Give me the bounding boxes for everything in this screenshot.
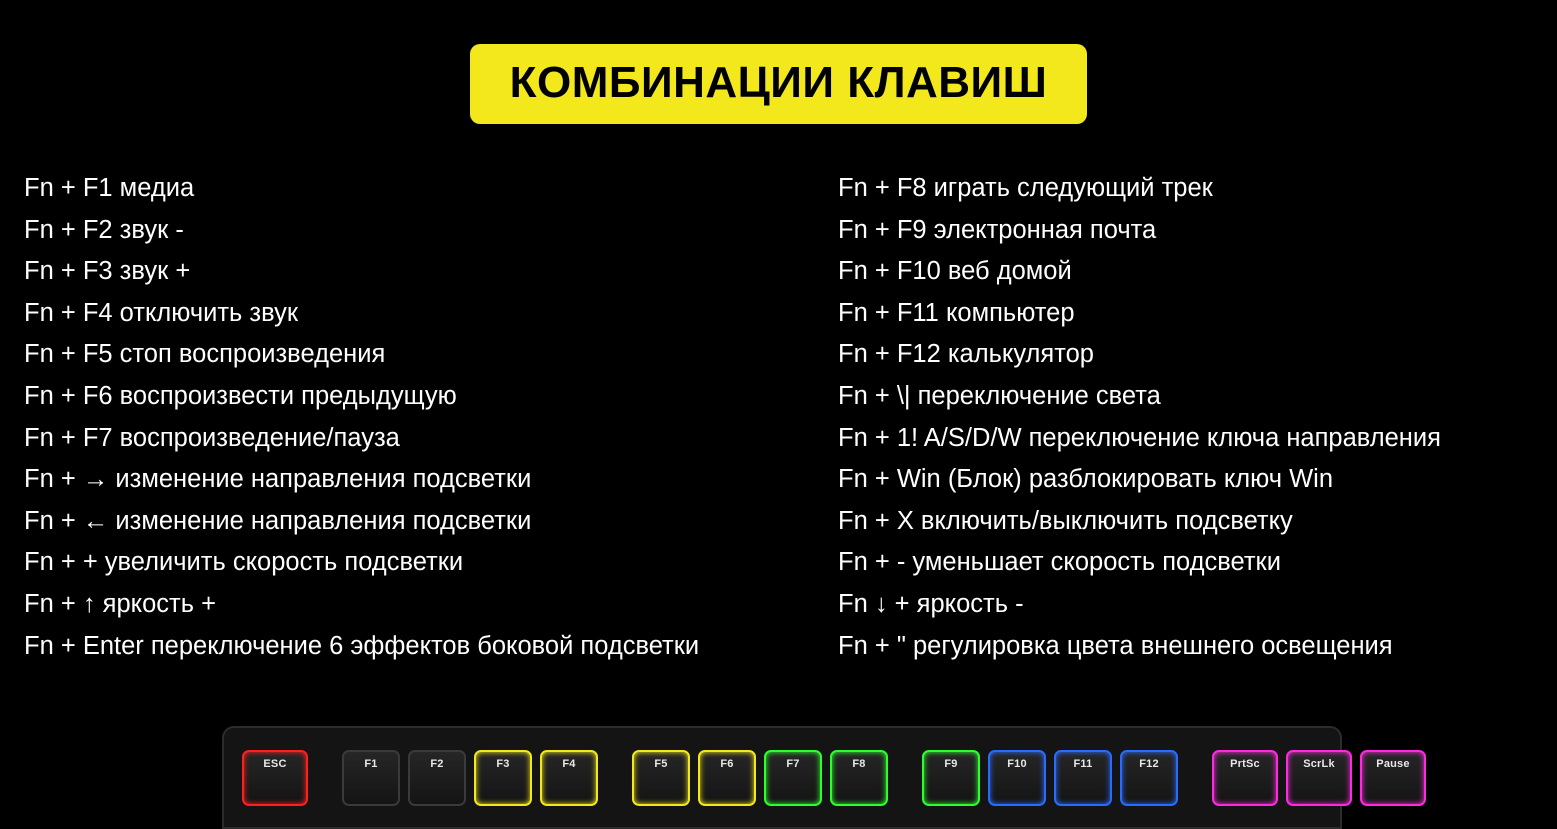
key-f9 — [922, 750, 980, 806]
shortcut-columns — [0, 168, 1557, 667]
shortcut-item: Fn + F3 звук + — [24, 257, 191, 286]
key-label: F8 — [852, 758, 866, 770]
shortcut-column-right — [830, 168, 1557, 667]
shortcut-item: Fn + 1! A/S/D/W переключение ключа направления — [838, 423, 1441, 452]
key-label: F9 — [944, 758, 958, 770]
shortcut-item: Fn + → изменение направления подсветки — [24, 465, 532, 494]
key-label: ScrLk — [1303, 758, 1335, 770]
key-f10 — [988, 750, 1046, 806]
f5-f8-group — [632, 750, 896, 806]
key-label: Pause — [1376, 758, 1410, 770]
shortcut-item: Fn ↓ + яркость - — [838, 589, 1024, 618]
key-scrlk — [1286, 750, 1352, 806]
key-label: F11 — [1073, 758, 1093, 770]
key-label: F1 — [364, 758, 378, 770]
shortcut-item: Fn + X включить/выключить подсветку — [838, 506, 1293, 535]
f9-f12-group — [922, 750, 1186, 806]
shortcut-item: Fn + F9 электронная почта — [838, 215, 1157, 244]
shortcut-item: Fn + ← изменение направления подсветки — [24, 506, 532, 535]
shortcut-item: Fn + F8 играть следующий трек — [838, 174, 1213, 202]
shortcut-item: Fn + ↑ яркость + — [24, 589, 216, 618]
key-f7 — [764, 750, 822, 806]
key-f4 — [540, 750, 598, 806]
shortcut-column-left — [0, 168, 830, 667]
escape-group — [242, 750, 316, 806]
key-label: F6 — [720, 758, 734, 770]
shortcut-item: Fn + F2 звук - — [24, 215, 184, 244]
system-group — [1212, 750, 1434, 806]
function-key-row — [242, 750, 1460, 806]
key-f1 — [342, 750, 400, 806]
key-label: ESC — [263, 758, 287, 770]
key-pause — [1360, 750, 1426, 806]
shortcut-item: Fn + F7 воспроизведение/пауза — [24, 423, 400, 452]
shortcut-item: Fn + Win (Блок) разблокировать ключ Win — [838, 465, 1333, 494]
shortcut-item: Fn + " регулировка цвета внешнего освещения — [838, 631, 1393, 660]
key-f5 — [632, 750, 690, 806]
key-f11 — [1054, 750, 1112, 806]
key-label: PrtSc — [1230, 758, 1260, 770]
key-f12 — [1120, 750, 1178, 806]
key-f3 — [474, 750, 532, 806]
key-label: F5 — [654, 758, 668, 770]
key-f2 — [408, 750, 466, 806]
key-label: F4 — [562, 758, 576, 770]
key-f8 — [830, 750, 888, 806]
key-prtsc — [1212, 750, 1278, 806]
shortcut-item: Fn + F5 стоп воспроизведения — [24, 340, 386, 369]
shortcut-item: Fn + F10 веб домой — [838, 257, 1072, 286]
shortcut-item: Fn + Enter переключение 6 эффектов боковой подсветки — [24, 631, 700, 660]
f1-f4-group — [342, 750, 606, 806]
keyboard-illustration — [222, 726, 1410, 829]
key-label: F12 — [1139, 758, 1159, 770]
key-label: F10 — [1007, 758, 1027, 770]
shortcut-item: Fn + F11 компьютер — [838, 298, 1075, 327]
title-banner-container — [0, 44, 1557, 124]
page-title: КОМБИНАЦИИ КЛАВИШ — [470, 44, 1088, 124]
shortcut-item: Fn + F12 калькулятор — [838, 340, 1094, 369]
shortcut-item: Fn + F4 отключить звук — [24, 298, 299, 327]
shortcut-item: Fn + \| переключение света — [838, 381, 1161, 410]
shortcut-item: Fn + F1 медиа — [24, 174, 195, 202]
key-label: F3 — [496, 758, 510, 770]
key-esc — [242, 750, 308, 806]
shortcut-item: Fn + + увеличить скорость подсветки — [24, 548, 464, 577]
shortcut-item: Fn + F6 воспроизвести предыдущую — [24, 381, 457, 410]
key-f6 — [698, 750, 756, 806]
key-label: F2 — [430, 758, 444, 770]
key-label: F7 — [786, 758, 800, 770]
shortcut-item: Fn + - уменьшает скорость подсветки — [838, 548, 1281, 577]
